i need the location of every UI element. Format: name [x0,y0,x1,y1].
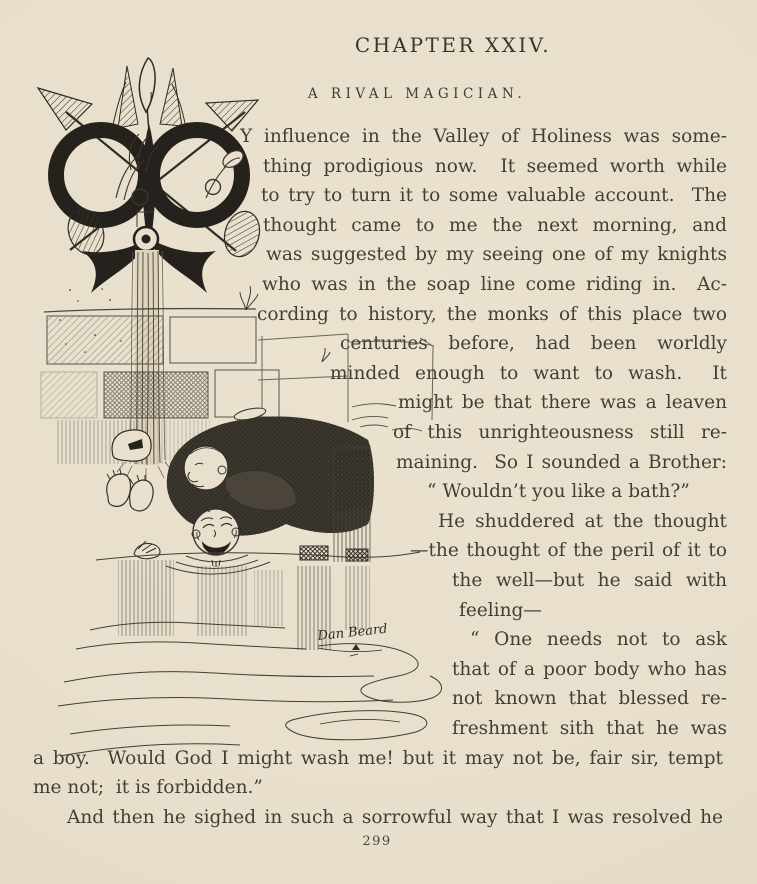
text-line: Y influence in the Valley of Holiness was some- [240,126,727,147]
text-line: of this unrighteousness still re- [393,422,727,443]
text-line: maining. So I sounded a Brother: [396,451,727,473]
text-line: “ Wouldn’t you like a bath?” [427,481,690,503]
section-title: A RIVAL MAGICIAN. [307,86,527,102]
feet-and-hand [107,469,160,559]
text-line: was suggested by my seeing one of my knights [266,244,727,266]
text-line: —the thought of the peril of it to [410,540,727,562]
text-line: thing prodigious now. It seemed worth while [263,155,727,177]
page-number: 299 [362,834,392,849]
text-line: And then he sighed in such a sorrowful way that I was resolved he [67,806,723,828]
text-line: a boy. Would God I might wash me! but it may not be, fair sir, tempt [33,747,723,769]
text-line: feeling— [459,599,542,621]
text-line: “ One needs not to ask [470,629,727,651]
text-line: cording to history, the monks of this place two [257,303,727,325]
text-line: not known that blessed re- [452,688,727,710]
text-line: me not; it is forbidden.” [33,777,263,799]
text-line: who was in the soap line come riding in. Ac- [262,274,727,295]
text-line: might be that there was a leaven [398,392,727,414]
text-line: centuries before, had been worldly [340,333,727,355]
lily-decoration [112,58,186,130]
text-line: to try to turn it to some valuable account. The [261,185,727,207]
text-line: freshment sith that he was [452,718,727,739]
text-line: thought came to me the next morning, and [263,214,727,236]
text-line: He shuddered at the thought [438,510,727,532]
text-line: that of a poor body who has [452,658,727,680]
text-line: the well—but he said with [452,570,727,591]
text-line: minded enough to want to wash. It [330,362,727,384]
chapter-title: CHAPTER XXIV. [354,33,552,57]
signature-text: Dan Beard [316,621,389,644]
water-ripples [58,546,442,756]
